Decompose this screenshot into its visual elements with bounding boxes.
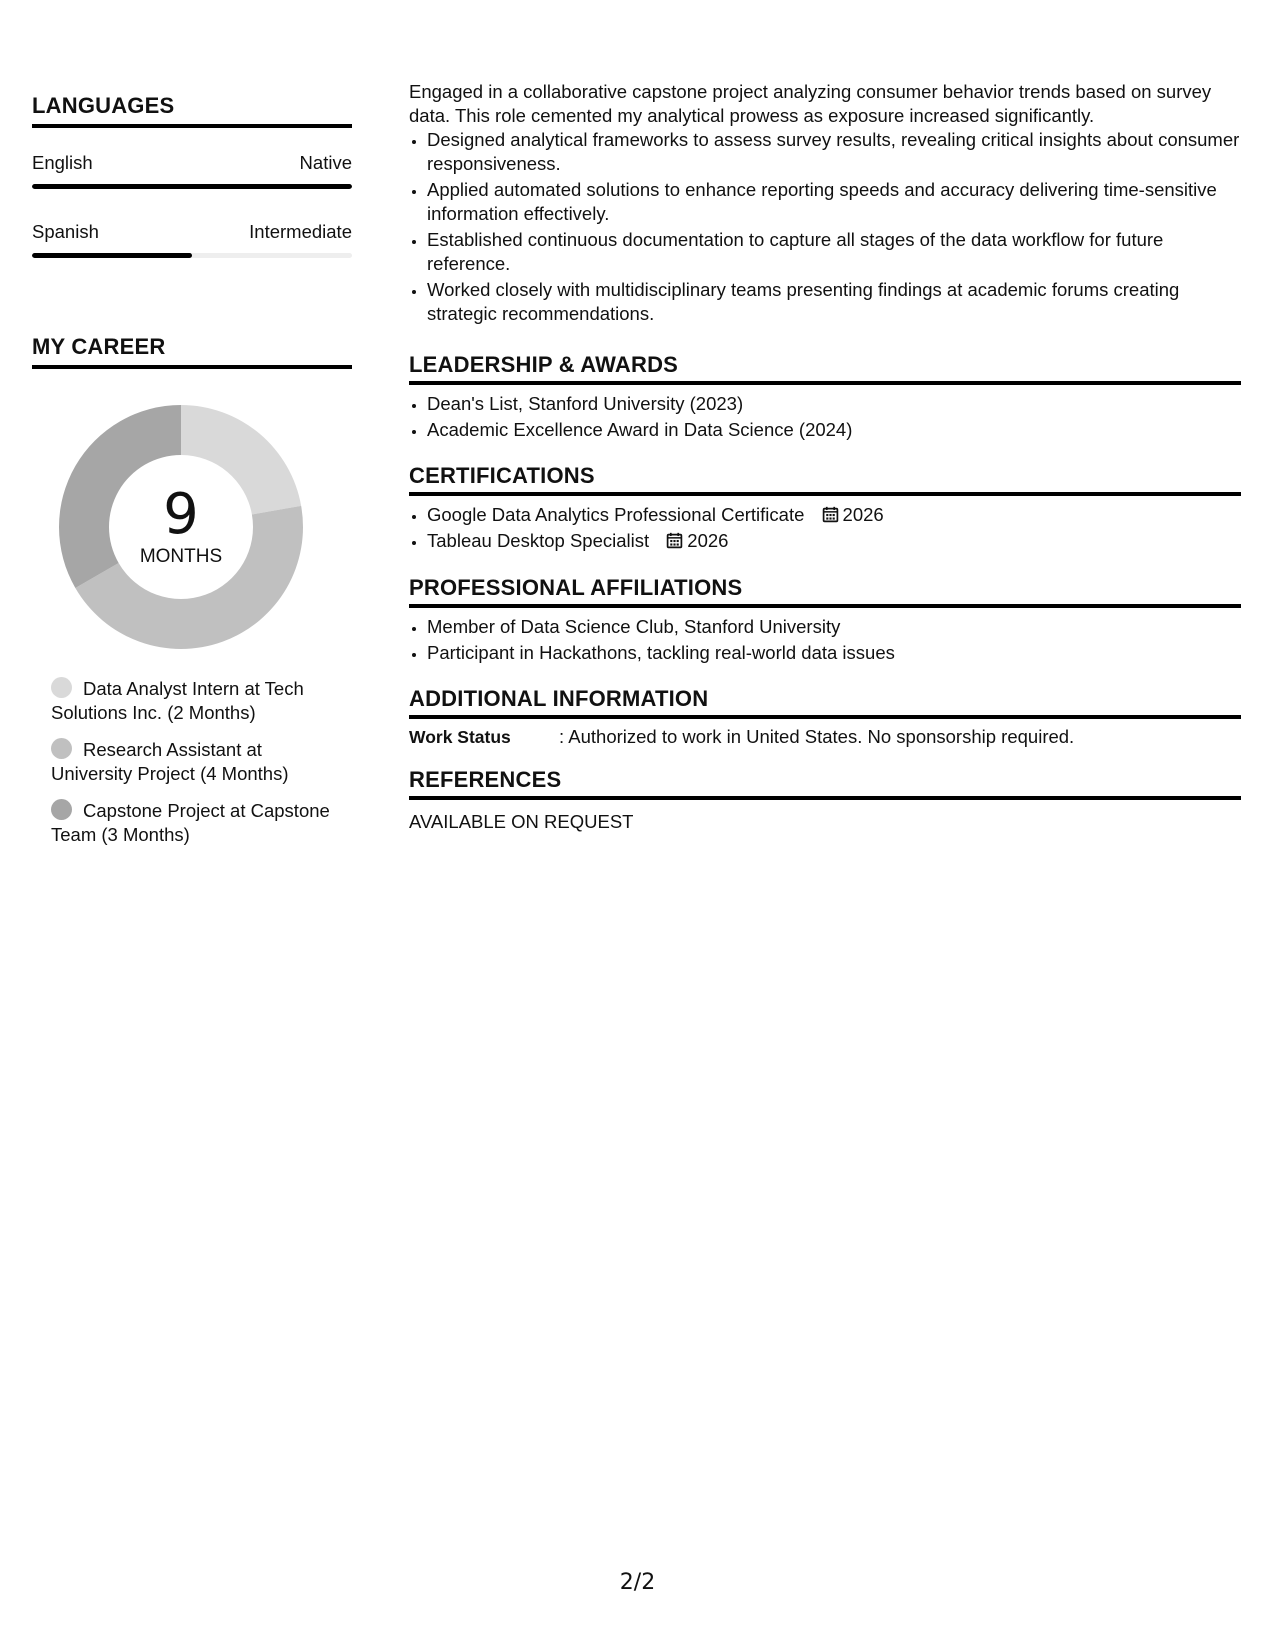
languages-heading: LANGUAGES bbox=[32, 93, 352, 128]
certification-name: Google Data Analytics Professional Certificate bbox=[427, 504, 805, 525]
list-item: • Participant in Hackathons, tackling real-world data issues bbox=[427, 641, 1241, 665]
certification-year: 2026 bbox=[842, 504, 884, 525]
experience-section bbox=[409, 80, 1241, 328]
list-item: • Established continuous documentation to capture all stages of the data workflow for future reference. bbox=[427, 228, 1241, 276]
experience-bullets bbox=[409, 128, 1241, 326]
list-item bbox=[427, 503, 1241, 527]
list-item: • Worked closely with multidisciplinary teams presenting findings at academic forums creating strategic recommendations. bbox=[427, 278, 1241, 326]
career-donut-chart bbox=[56, 402, 306, 652]
language-name: English bbox=[32, 152, 93, 173]
career-total-unit: MONTHS bbox=[139, 546, 223, 567]
language-proficiency-fill bbox=[32, 253, 192, 258]
legend-item bbox=[32, 799, 341, 847]
certification-year: 2026 bbox=[687, 530, 729, 551]
work-status-value: : Authorized to work in United States. No sponsorship required. bbox=[559, 726, 1075, 747]
legend-label: Capstone Project at Capstone Team (3 Months) bbox=[51, 800, 330, 845]
leadership-heading: LEADERSHIP & AWARDS bbox=[409, 352, 1241, 385]
language-level: Intermediate bbox=[249, 221, 352, 242]
additional-info-heading: ADDITIONAL INFORMATION bbox=[409, 686, 1241, 719]
references-text: AVAILABLE ON REQUEST bbox=[409, 811, 634, 832]
list-item bbox=[427, 529, 1241, 553]
language-item bbox=[32, 151, 352, 189]
page-number: 2/2 bbox=[619, 1570, 656, 1595]
legend-item bbox=[32, 738, 341, 786]
calendar-icon bbox=[822, 506, 839, 523]
work-status-row bbox=[409, 725, 1241, 749]
career-total bbox=[56, 402, 306, 652]
certifications-list bbox=[409, 503, 1241, 555]
career-heading: MY CAREER bbox=[32, 334, 352, 369]
list-item: • Academic Excellence Award in Data Science (2024) bbox=[427, 418, 1241, 442]
language-name: Spanish bbox=[32, 221, 99, 242]
references-heading: REFERENCES bbox=[409, 767, 1241, 800]
list-item: • Designed analytical frameworks to assess survey results, revealing critical insights about consumer responsiveness. bbox=[427, 128, 1241, 176]
legend-dot-icon bbox=[51, 799, 72, 820]
list-item: • Applied automated solutions to enhance reporting speeds and accuracy delivering time-sensitive information effectively. bbox=[427, 178, 1241, 226]
career-legend bbox=[32, 677, 341, 860]
legend-dot-icon bbox=[51, 677, 72, 698]
experience-intro: Engaged in a collaborative capstone project analyzing consumer behavior trends based on survey data. This role cemented my analytical prowess as exposure increased significantly. bbox=[409, 81, 1212, 126]
work-status-label: Work Status bbox=[409, 727, 511, 747]
legend-item bbox=[32, 677, 341, 725]
affiliations-heading: PROFESSIONAL AFFILIATIONS bbox=[409, 575, 1241, 608]
calendar-icon bbox=[666, 532, 683, 549]
certification-name: Tableau Desktop Specialist bbox=[427, 530, 650, 551]
legend-label: Data Analyst Intern at Tech Solutions Inc. (2 Months) bbox=[51, 678, 304, 723]
leadership-list bbox=[409, 392, 1241, 444]
list-item: • Member of Data Science Club, Stanford University bbox=[427, 615, 1241, 639]
language-proficiency-bar bbox=[32, 184, 352, 189]
legend-dot-icon bbox=[51, 738, 72, 759]
certifications-heading: CERTIFICATIONS bbox=[409, 463, 1241, 496]
list-item: • Dean's List, Stanford University (2023) bbox=[427, 392, 1241, 416]
career-total-number: 9 bbox=[163, 482, 199, 547]
legend-label: Research Assistant at University Project (4 Months) bbox=[51, 739, 289, 784]
affiliations-list bbox=[409, 615, 1241, 667]
language-proficiency-bar bbox=[32, 253, 352, 258]
language-proficiency-fill bbox=[32, 184, 352, 189]
language-item bbox=[32, 220, 352, 258]
language-level: Native bbox=[299, 152, 352, 173]
